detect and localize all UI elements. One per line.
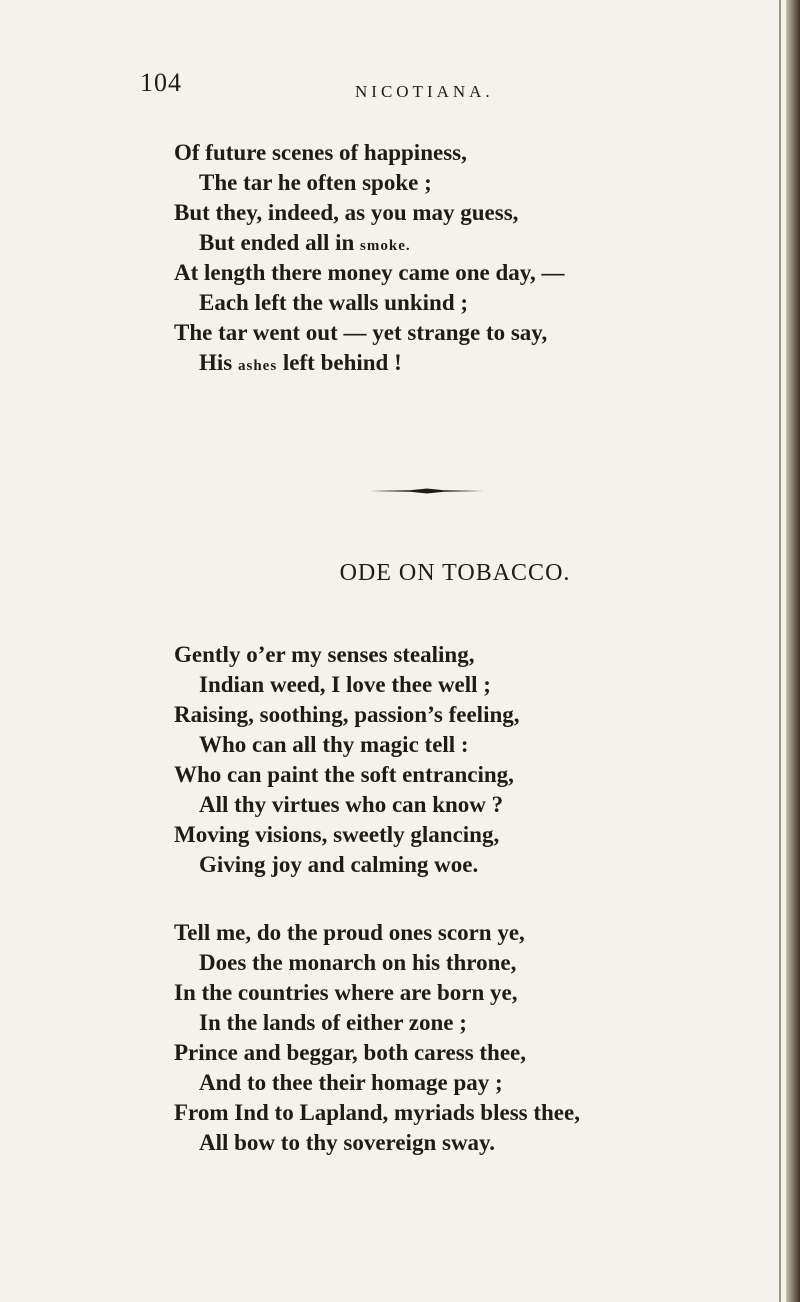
stanza-3-line-4: In the lands of either zone ; bbox=[199, 1010, 467, 1035]
stanza-3-line-1: Tell me, do the proud ones scorn ye, bbox=[174, 920, 525, 945]
stanza-1-line-3: But they, indeed, as you may guess, bbox=[174, 200, 519, 225]
page-edge-line bbox=[779, 0, 781, 1302]
stanza-1-line-8 bbox=[174, 348, 744, 378]
stanza-2-line-8: Giving joy and calming woe. bbox=[199, 852, 479, 877]
stanza-2-line-3: Raising, soothing, passion’s feeling, bbox=[174, 702, 520, 727]
small-caps-ashes: ashes bbox=[237, 358, 278, 374]
stanza-3-line-6: And to thee their homage pay ; bbox=[199, 1070, 503, 1095]
stanza-2-line-2: Indian weed, I love thee well ; bbox=[199, 672, 491, 697]
running-head: NICOTIANA. bbox=[355, 82, 494, 101]
stanza-3-line-3: In the countries where are born ye, bbox=[174, 980, 518, 1005]
stanza-1-line-4 bbox=[174, 228, 744, 258]
ornamental-rule bbox=[370, 488, 484, 494]
book-spine-shadow bbox=[786, 0, 800, 1302]
line-text: But ended all in bbox=[199, 230, 361, 255]
stanza-2-line-4: Who can all thy magic tell : bbox=[199, 732, 469, 757]
ode-title: ODE ON TOBACCO. bbox=[339, 560, 571, 586]
stanza-2-line-5: Who can paint the soft entrancing, bbox=[174, 762, 514, 787]
stanza-2-line-1: Gently o’er my senses stealing, bbox=[174, 642, 475, 667]
stanza-1-line-1: Of future scenes of happiness, bbox=[174, 140, 467, 165]
stanza-3-line-5: Prince and beggar, both caress thee, bbox=[174, 1040, 527, 1065]
stanza-1-line-6: Each left the walls unkind ; bbox=[199, 290, 469, 315]
stanza-3 bbox=[174, 918, 744, 1158]
line-text-start: His bbox=[199, 350, 238, 375]
stanza-1-line-7: The tar went out — yet strange to say, bbox=[174, 320, 548, 345]
stanza-3-line-7: From Ind to Lapland, myriads bless thee, bbox=[174, 1100, 580, 1125]
stanza-1 bbox=[174, 138, 744, 378]
stanza-2 bbox=[174, 640, 744, 880]
stanza-3-line-2: Does the monarch on his throne, bbox=[199, 950, 517, 975]
stanza-2-line-6: All thy virtues who can know ? bbox=[199, 792, 504, 817]
stanza-1-line-5: At length there money came one day, — bbox=[174, 260, 565, 285]
page-number: 104 bbox=[140, 68, 182, 97]
stanza-1-line-2: The tar he often spoke ; bbox=[199, 170, 432, 195]
stanza-3-line-8: All bow to thy sovereign sway. bbox=[199, 1130, 496, 1155]
line-text-end: left behind ! bbox=[277, 350, 402, 375]
small-caps-smoke: smoke. bbox=[360, 238, 411, 254]
rule-shape bbox=[370, 489, 484, 494]
stanza-2-line-7: Moving visions, sweetly glancing, bbox=[174, 822, 500, 847]
